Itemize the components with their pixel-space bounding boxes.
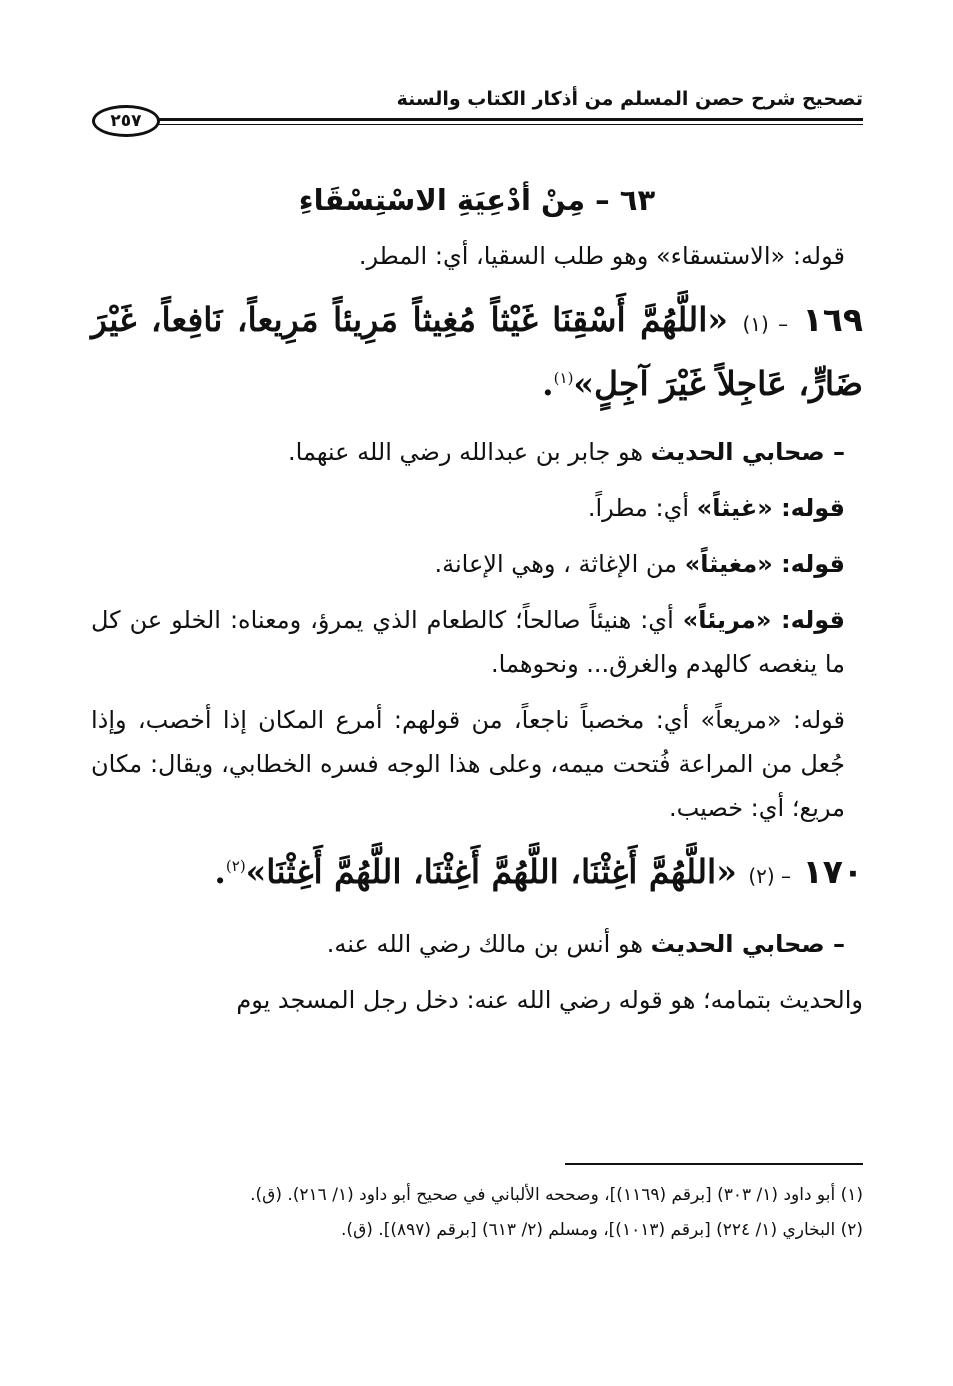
hadith-169	[91, 290, 863, 414]
mughith-explanation	[91, 542, 863, 586]
sahabi-170-label: – صحابي الحديث	[650, 930, 845, 958]
footnotes	[91, 1178, 863, 1248]
running-header: تصحيح شرح حصن المسلم من أذكار الكتاب والسنة	[396, 88, 863, 110]
mughith-text: من الإغاثة ، وهي الإعانة.	[434, 550, 678, 578]
maree-text: أي: هنيئاً صالحاً؛ كالطعام الذي يمرؤ، ومعناه: الخلو عن كل ما ينغصه كالهدم والغرق... ونحوهما.	[91, 606, 845, 678]
hadith-170-sub-number: – (٢)	[748, 864, 792, 888]
hadith-169-text: «اللَّهُمَّ أَسْقِنَا غَيْثاً مُغِيثاً مَرِيئاً مَرِيعاً، نَافِعاً، غَيْرَ ضَارٍّ، عَاجِلاً غَيْرَ آجِلٍ»	[91, 300, 863, 403]
hadith-170-footnote-ref: (٢)	[225, 857, 246, 875]
intro-paragraph: قوله: «الاستسقاء» وهو طلب السقيا، أي: المطر.	[358, 242, 845, 270]
hadith-169-footnote-ref: (١)	[553, 369, 574, 387]
maree-explanation	[91, 598, 863, 686]
hadith-170	[91, 842, 863, 906]
footnote-rule	[565, 1163, 863, 1165]
sahabi-169	[91, 430, 863, 474]
hadith-170-text: «اللَّهُمَّ أَغِثْنَا، اللَّهُمَّ أَغِثْنَا، اللَّهُمَّ أَغِثْنَا»	[245, 852, 737, 891]
hadith-170-number: ١٧٠	[802, 852, 863, 891]
ghaith-explanation	[91, 486, 863, 530]
page-content	[91, 178, 863, 1034]
chapter-title: ٦٣ – مِنْ أدْعِيَةِ الاسْتِسْقَاءِ	[298, 183, 656, 217]
page-number: ٢٥٧	[92, 105, 160, 137]
footnote-2: (٢) البخاري (١/ ٢٢٤) [برقم (١٠١٣)]، ومسلم (٢/ ٦١٣) [برقم (٨٩٧)]. (ق).	[341, 1220, 863, 1240]
sahabi-169-text: هو جابر بن عبدالله رضي الله عنهما.	[288, 438, 644, 466]
header-rule-thin	[148, 124, 863, 125]
sahabi-169-label: – صحابي الحديث	[650, 438, 845, 466]
full-hadith-paragraph: والحديث بتمامه؛ هو قوله رضي الله عنه: دخل رجل المسجد يوم	[236, 986, 863, 1014]
hadith-170-end: .	[214, 852, 226, 891]
maree-label: قوله: «مريئاً»	[682, 606, 845, 634]
mareea-explanation: قوله: «مريعاً» أي: مخصباً ناجعاً، من قولهم: أمرع المكان إذا أخصب، وإذا جُعل من المراعة فُتحت ميمه، وعلى هذا الوجه فسره الخطابي، ويقال: مكان مريع؛ أي: خصيب.	[91, 706, 845, 822]
sahabi-170	[91, 922, 863, 966]
hadith-169-sub-number: – (١)	[742, 312, 789, 336]
hadith-169-end: .	[542, 364, 554, 403]
footnote-1: (١) أبو داود (١/ ٣٠٣) [برقم (١١٦٩)]، وصححه الألباني في صحيح أبو داود (١/ ٢١٦). (ق).	[250, 1185, 863, 1205]
hadith-169-number: ١٦٩	[802, 300, 863, 339]
sahabi-170-text: هو أنس بن مالك رضي الله عنه.	[326, 930, 644, 958]
ghaith-text: أي: مطراً.	[587, 494, 690, 522]
header-rule	[148, 118, 863, 121]
mughith-label: قوله: «مغيثاً»	[684, 550, 845, 578]
ghaith-label: قوله: «غيثاً»	[696, 494, 845, 522]
